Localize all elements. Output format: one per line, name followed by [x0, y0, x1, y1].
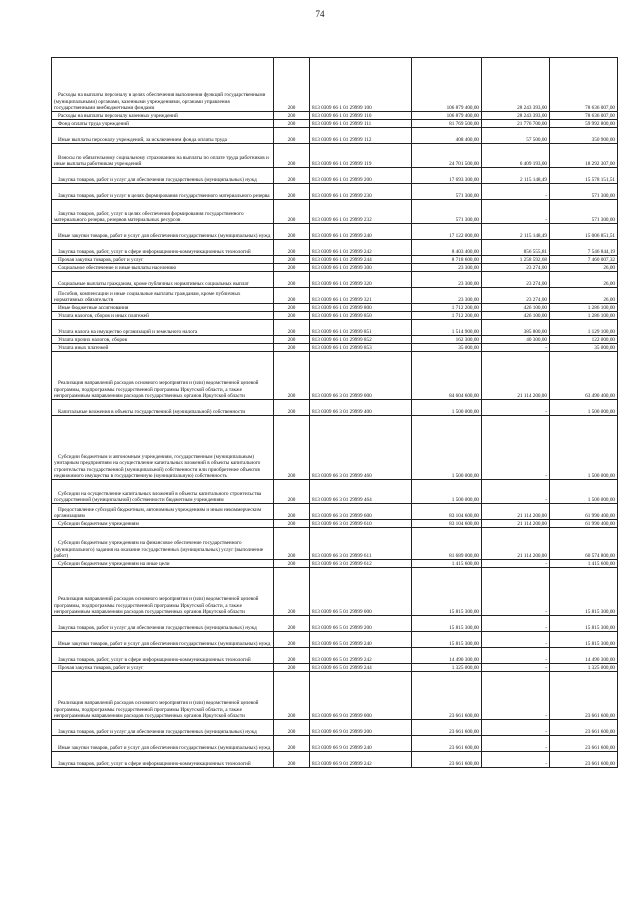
row-approved-amount: 23 661 600,00	[412, 720, 482, 736]
table-row	[52, 312, 618, 320]
row-approved-amount: 23 661 600,00	[412, 736, 482, 752]
row-approved-amount: 23 300,00	[412, 288, 482, 304]
table-row	[52, 664, 618, 672]
row-name: Расходы на выплаты персоналу казенных учреждений	[52, 112, 274, 120]
table-row	[52, 120, 618, 128]
table-row	[52, 416, 618, 480]
row-budget-code: 813 0309 66 3 01 29999 400	[310, 400, 412, 416]
table-row	[52, 304, 618, 312]
row-executed-amount: 21 114 200,00	[482, 520, 550, 528]
row-name: Субсидии на осуществление капитальных вложений в объекты капитального строительства государственной (муниципальной) собственности бюджетным учреждениям	[52, 480, 274, 504]
table-row	[52, 256, 618, 264]
row-budget-code: 813 0309 66 3 01 29999 600	[310, 504, 412, 520]
row-name: Закупка товаров, работ, услуг в целях обеспечения формирования государственного материального резерва, резервов материальных ресурсов	[52, 200, 274, 224]
row-remaining-amount: 23 661 600,00	[550, 752, 618, 768]
table-row	[52, 560, 618, 568]
row-executed-amount: 21 114 200,00	[482, 504, 550, 520]
row-line-code: 200	[274, 120, 310, 128]
table-row	[52, 264, 618, 272]
row-budget-code: 813 0309 66 1 01 29999 112	[310, 128, 412, 144]
row-remaining-amount: 15 006 851,51	[550, 224, 618, 240]
row-executed-amount: 6 409 193,00	[482, 144, 550, 168]
row-approved-amount: 1 514 900,00	[412, 320, 482, 336]
row-budget-code: 813 0309 66 1 01 29999 242	[310, 240, 412, 256]
row-approved-amount: 8 403 400,00	[412, 240, 482, 256]
row-line-code: 200	[274, 416, 310, 480]
row-approved-amount: 81 769 500,00	[412, 120, 482, 128]
row-budget-code: 813 0309 66 1 01 29999 321	[310, 288, 412, 304]
row-executed-amount: -	[482, 664, 550, 672]
row-executed-amount: -	[482, 200, 550, 224]
row-name: Расходы на выплаты персоналу в целях обеспечения выполнения функций государственными (муниципальными) органами, казенными учреждениями, органами управления государственными внебюджетными фондами	[52, 58, 274, 112]
row-approved-amount: 81 689 000,00	[412, 528, 482, 560]
row-executed-amount: -	[482, 560, 550, 568]
row-budget-code: 813 0309 66 1 01 29999 100	[310, 58, 412, 112]
table-row	[52, 144, 618, 168]
row-name: Фонд оплаты труда учреждений	[52, 120, 274, 128]
row-budget-code: 813 0309 66 1 01 29999 232	[310, 200, 412, 224]
row-remaining-amount: 571 300,00	[550, 200, 618, 224]
row-budget-code: 813 0309 66 1 01 29999 850	[310, 312, 412, 320]
row-remaining-amount: 15 815 300,00	[550, 568, 618, 616]
row-approved-amount: 23 300,00	[412, 264, 482, 272]
table-row	[52, 336, 618, 344]
row-executed-amount: -	[482, 736, 550, 752]
row-approved-amount: 17 693 300,00	[412, 168, 482, 184]
table-row	[52, 200, 618, 224]
row-approved-amount: 17 122 000,00	[412, 224, 482, 240]
row-name: Предоставление субсидий бюджетным, автономным учреждениям и иным некоммерческим организациям	[52, 504, 274, 520]
page-number: 74	[315, 9, 325, 19]
row-approved-amount: 1 325 000,00	[412, 664, 482, 672]
row-executed-amount: 1 258 592,68	[482, 256, 550, 264]
row-remaining-amount: 26,00	[550, 272, 618, 288]
row-remaining-amount: 63 490 400,00	[550, 352, 618, 400]
row-remaining-amount: 14 490 300,00	[550, 648, 618, 664]
row-line-code: 200	[274, 320, 310, 336]
row-name: Реализация направлений расходов основного мероприятия и (или) ведомственной целевой программы, подпрограммы государственной программы Иркутской области, а также непрограммным направлениям расходов государственных органов Иркутской области	[52, 672, 274, 720]
row-remaining-amount: 350 900,00	[550, 128, 618, 144]
row-approved-amount: 1 500 000,00	[412, 416, 482, 480]
row-approved-amount: 8 718 600,00	[412, 256, 482, 264]
row-approved-amount: 1 415 600,00	[412, 560, 482, 568]
row-executed-amount: -	[482, 480, 550, 504]
row-name: Закупка товаров, работ, услуг в сфере информационно-коммуникационных технологий	[52, 648, 274, 664]
row-budget-code: 813 0309 66 1 01 29999 320	[310, 272, 412, 288]
row-name: Иные бюджетные ассигнования	[52, 304, 274, 312]
row-line-code: 200	[274, 400, 310, 416]
row-executed-amount: 426 100,00	[482, 304, 550, 312]
row-executed-amount: 21 114 200,00	[482, 528, 550, 560]
row-remaining-amount: 1 325 000,00	[550, 664, 618, 672]
row-approved-amount: 15 815 300,00	[412, 616, 482, 632]
table-row	[52, 648, 618, 664]
table-row	[52, 720, 618, 736]
row-line-code: 200	[274, 352, 310, 400]
table-row	[52, 344, 618, 352]
row-executed-amount: -	[482, 672, 550, 720]
row-executed-amount: 856 555,81	[482, 240, 550, 256]
row-executed-amount: -	[482, 752, 550, 768]
row-line-code: 200	[274, 168, 310, 184]
row-remaining-amount: 60 574 800,00	[550, 528, 618, 560]
table-row	[52, 736, 618, 752]
row-approved-amount: 162 300,00	[412, 336, 482, 344]
row-name: Уплата налога на имущество организаций и земельного налога	[52, 320, 274, 336]
row-line-code: 200	[274, 128, 310, 144]
row-line-code: 200	[274, 560, 310, 568]
row-name: Прочая закупка товаров, работ и услуг	[52, 664, 274, 672]
row-approved-amount: 1 500 000,00	[412, 480, 482, 504]
row-remaining-amount: 7 546 844,19	[550, 240, 618, 256]
row-line-code: 200	[274, 184, 310, 200]
row-executed-amount: -	[482, 184, 550, 200]
row-budget-code: 813 0309 66 1 01 29999 852	[310, 336, 412, 344]
row-line-code: 200	[274, 504, 310, 520]
row-approved-amount: 408 400,00	[412, 128, 482, 144]
row-line-code: 200	[274, 672, 310, 720]
row-line-code: 200	[274, 144, 310, 168]
row-remaining-amount: 15 815 300,00	[550, 632, 618, 648]
row-remaining-amount: 18 292 307,00	[550, 144, 618, 168]
row-line-code: 200	[274, 736, 310, 752]
row-remaining-amount: 61 990 400,00	[550, 520, 618, 528]
row-approved-amount: 571 300,00	[412, 184, 482, 200]
row-line-code: 200	[274, 264, 310, 272]
row-budget-code: 813 0309 66 5 01 29999 240	[310, 632, 412, 648]
row-approved-amount: 106 879 400,00	[412, 112, 482, 120]
row-line-code: 200	[274, 312, 310, 320]
row-line-code: 200	[274, 616, 310, 632]
row-remaining-amount: 23 661 600,00	[550, 720, 618, 736]
row-executed-amount: -	[482, 568, 550, 616]
row-approved-amount: 23 661 600,00	[412, 672, 482, 720]
row-remaining-amount: 26,00	[550, 264, 618, 272]
table-row	[52, 520, 618, 528]
row-line-code: 200	[274, 336, 310, 344]
row-line-code: 200	[274, 224, 310, 240]
row-budget-code: 813 0309 66 1 01 29999 244	[310, 256, 412, 264]
row-line-code: 200	[274, 58, 310, 112]
row-name: Социальное обеспечение и иные выплаты населению	[52, 264, 274, 272]
row-remaining-amount: 23 661 600,00	[550, 672, 618, 720]
row-executed-amount: 28 243 393,00	[482, 112, 550, 120]
row-remaining-amount: 1 286 100,00	[550, 312, 618, 320]
row-remaining-amount: 23 661 600,00	[550, 736, 618, 752]
row-budget-code: 813 0309 66 1 01 29999 240	[310, 224, 412, 240]
row-budget-code: 813 0309 66 9 01 29999 240	[310, 736, 412, 752]
row-line-code: 200	[274, 568, 310, 616]
row-executed-amount: -	[482, 416, 550, 480]
row-remaining-amount: 1 500 000,00	[550, 480, 618, 504]
row-budget-code: 813 0309 66 9 01 29999 200	[310, 720, 412, 736]
table-row	[52, 224, 618, 240]
table-row	[52, 58, 618, 112]
row-remaining-amount: 1 415 600,00	[550, 560, 618, 568]
row-name: Реализация направлений расходов основного мероприятия и (или) ведомственной целевой программы, подпрограммы государственной программы Иркутской области, а также непрограммным направлениям расходов государственных органов Иркутской области	[52, 568, 274, 616]
table-row	[52, 480, 618, 504]
table-row	[52, 568, 618, 616]
row-remaining-amount: 1 286 100,00	[550, 304, 618, 312]
table-row	[52, 240, 618, 256]
row-line-code: 200	[274, 288, 310, 304]
row-remaining-amount: 78 636 007,00	[550, 112, 618, 120]
row-name: Субсидии бюджетным и автономным учреждениям, государственным (муниципальным) унитарным предприятиям на осуществление капитальных вложений в объекты капитального строительства государственной (муниципальной) собственности или приобретение объектов недвижимого имущества в государственную (муниципальную) собственность	[52, 416, 274, 480]
row-budget-code: 813 0309 66 1 01 29999 111	[310, 120, 412, 128]
table-row	[52, 352, 618, 400]
row-name: Закупка товаров, работ и услуг в целях формирования государственного материального резерва	[52, 184, 274, 200]
table-row	[52, 128, 618, 144]
row-executed-amount: -	[482, 648, 550, 664]
row-name: Субсидии бюджетным учреждениям	[52, 520, 274, 528]
row-approved-amount: 1 712 200,00	[412, 312, 482, 320]
row-approved-amount: 23 661 600,00	[412, 752, 482, 768]
table-row	[52, 272, 618, 288]
row-approved-amount: 1 712 200,00	[412, 304, 482, 312]
row-remaining-amount: 15 815 300,00	[550, 616, 618, 632]
row-line-code: 200	[274, 720, 310, 736]
row-remaining-amount: 1 500 000,00	[550, 400, 618, 416]
row-line-code: 200	[274, 648, 310, 664]
row-approved-amount: 83 104 600,00	[412, 504, 482, 520]
row-remaining-amount: 1 129 100,00	[550, 320, 618, 336]
row-executed-amount: -	[482, 344, 550, 352]
row-remaining-amount: 15 578 151,51	[550, 168, 618, 184]
row-approved-amount: 35 000,00	[412, 344, 482, 352]
row-name: Пособия, компенсации и иные социальные выплаты гражданам, кроме публичных нормативных обязательств	[52, 288, 274, 304]
row-line-code: 200	[274, 304, 310, 312]
row-executed-amount: 21 114 200,00	[482, 352, 550, 400]
row-budget-code: 813 0309 66 1 01 29999 853	[310, 344, 412, 352]
row-line-code: 200	[274, 520, 310, 528]
row-name: Иные закупки товаров, работ и услуг для обеспечения государственных (муниципальных) нужд	[52, 224, 274, 240]
row-executed-amount: 2 115 148,49	[482, 224, 550, 240]
row-line-code: 200	[274, 200, 310, 224]
row-name: Субсидии бюджетным учреждениям на финансовое обеспечение государственного (муниципального) задания на оказание государственных (муниципальных) услуг (выполнение работ)	[52, 528, 274, 560]
row-name: Иные выплаты персоналу учреждений, за исключением фонда оплаты труда	[52, 128, 274, 144]
row-remaining-amount: 1 500 000,00	[550, 416, 618, 480]
row-approved-amount: 83 104 600,00	[412, 520, 482, 528]
row-budget-code: 813 0309 66 3 01 29999 612	[310, 560, 412, 568]
row-line-code: 200	[274, 752, 310, 768]
row-approved-amount: 571 300,00	[412, 200, 482, 224]
row-name: Капитальные вложения в объекты государственной (муниципальной) собственности	[52, 400, 274, 416]
row-line-code: 200	[274, 632, 310, 648]
row-name: Закупка товаров, работ, услуг в сфере информационно-коммуникационных технологий	[52, 240, 274, 256]
row-executed-amount: 28 243 393,00	[482, 58, 550, 112]
row-line-code: 200	[274, 528, 310, 560]
row-remaining-amount: 78 636 007,00	[550, 58, 618, 112]
row-name: Взносы по обязательному социальному страхованию на выплаты по оплате труда работников и иные выплаты работникам учреждений	[52, 144, 274, 168]
row-budget-code: 813 0309 66 5 01 29999 242	[310, 648, 412, 664]
row-name: Закупка товаров, работ и услуг для обеспечения государственных (муниципальных) нужд	[52, 720, 274, 736]
table-row	[52, 320, 618, 336]
row-name: Реализация направлений расходов основного мероприятия и (или) ведомственной целевой программы, подпрограммы государственной программы Иркутской области, а также непрограммным направлениям расходов государственных органов Иркутской области	[52, 352, 274, 400]
table-row	[52, 184, 618, 200]
budget-table-body	[52, 58, 618, 768]
row-name: Закупка товаров, работ, услуг в сфере информационно-коммуникационных технологий	[52, 752, 274, 768]
row-executed-amount: -	[482, 616, 550, 632]
row-remaining-amount: 35 000,00	[550, 344, 618, 352]
row-approved-amount: 14 490 300,00	[412, 648, 482, 664]
table-row	[52, 672, 618, 720]
row-name: Субсидии бюджетным учреждениям на иные цели	[52, 560, 274, 568]
row-executed-amount: 23 274,00	[482, 288, 550, 304]
row-budget-code: 813 0309 66 5 01 29999 244	[310, 664, 412, 672]
row-name: Закупка товаров, работ и услуг для обеспечения государственных (муниципальных) нужд	[52, 616, 274, 632]
row-budget-code: 813 0309 66 3 01 29999 464	[310, 480, 412, 504]
row-line-code: 200	[274, 664, 310, 672]
row-approved-amount: 1 500 000,00	[412, 400, 482, 416]
table-row	[52, 504, 618, 520]
row-name: Социальные выплаты гражданам, кроме публичных нормативных социальных выплат	[52, 272, 274, 288]
row-line-code: 200	[274, 256, 310, 264]
row-name: Уплата прочих налогов, сборов	[52, 336, 274, 344]
row-budget-code: 813 0309 66 1 01 29999 300	[310, 264, 412, 272]
row-line-code: 200	[274, 240, 310, 256]
row-remaining-amount: 61 990 400,00	[550, 504, 618, 520]
row-approved-amount: 23 300,00	[412, 272, 482, 288]
table-row	[52, 528, 618, 560]
table-row	[52, 616, 618, 632]
row-executed-amount: 385 800,00	[482, 320, 550, 336]
row-executed-amount: 23 274,00	[482, 264, 550, 272]
row-line-code: 200	[274, 480, 310, 504]
row-approved-amount: 24 701 500,00	[412, 144, 482, 168]
row-executed-amount: -	[482, 632, 550, 648]
row-name: Прочая закупка товаров, работ и услуг	[52, 256, 274, 264]
row-executed-amount: -	[482, 400, 550, 416]
table-row	[52, 752, 618, 768]
row-budget-code: 813 0309 66 1 01 29999 119	[310, 144, 412, 168]
row-budget-code: 813 0309 66 3 01 29999 000	[310, 352, 412, 400]
row-approved-amount: 106 879 400,00	[412, 58, 482, 112]
row-name: Уплата иных платежей	[52, 344, 274, 352]
row-approved-amount: 15 815 300,00	[412, 568, 482, 616]
row-budget-code: 813 0309 66 9 01 29999 000	[310, 672, 412, 720]
table-row	[52, 288, 618, 304]
row-line-code: 200	[274, 272, 310, 288]
row-executed-amount: 23 274,00	[482, 272, 550, 288]
table-row	[52, 632, 618, 648]
row-name: Уплата налогов, сборов и иных платежей	[52, 312, 274, 320]
row-executed-amount: 57 500,00	[482, 128, 550, 144]
row-budget-code: 813 0309 66 1 01 29999 800	[310, 304, 412, 312]
table-row	[52, 400, 618, 416]
row-name: Иные закупки товаров, работ и услуг для обеспечения государственных (муниципальных) нужд	[52, 632, 274, 648]
row-budget-code: 813 0309 66 1 01 29999 230	[310, 184, 412, 200]
row-executed-amount: 40 300,00	[482, 336, 550, 344]
table-row	[52, 168, 618, 184]
row-executed-amount: 2 115 148,49	[482, 168, 550, 184]
row-approved-amount: 84 604 600,00	[412, 352, 482, 400]
row-approved-amount: 15 815 300,00	[412, 632, 482, 648]
row-line-code: 200	[274, 112, 310, 120]
row-executed-amount: 426 100,00	[482, 312, 550, 320]
row-remaining-amount: 59 992 800,00	[550, 120, 618, 128]
row-budget-code: 813 0309 66 1 01 29999 200	[310, 168, 412, 184]
row-executed-amount: -	[482, 720, 550, 736]
table-row	[52, 112, 618, 120]
row-budget-code: 813 0309 66 5 01 29999 200	[310, 616, 412, 632]
row-budget-code: 813 0309 66 3 01 29999 460	[310, 416, 412, 480]
row-executed-amount: 21 776 700,00	[482, 120, 550, 128]
row-budget-code: 813 0309 66 9 01 29999 242	[310, 752, 412, 768]
row-remaining-amount: 7 460 007,32	[550, 256, 618, 264]
budget-table	[51, 57, 618, 768]
row-name: Закупка товаров, работ и услуг для обеспечения государственных (муниципальных) нужд	[52, 168, 274, 184]
row-remaining-amount: 122 000,00	[550, 336, 618, 344]
row-budget-code: 813 0309 66 1 01 29999 110	[310, 112, 412, 120]
row-budget-code: 813 0309 66 5 01 29999 000	[310, 568, 412, 616]
row-budget-code: 813 0309 66 3 01 29999 610	[310, 520, 412, 528]
row-remaining-amount: 26,00	[550, 288, 618, 304]
row-line-code: 200	[274, 344, 310, 352]
row-budget-code: 813 0309 66 1 01 29999 851	[310, 320, 412, 336]
row-name: Иные закупки товаров, работ и услуг для обеспечения государственных (муниципальных) нужд	[52, 736, 274, 752]
row-budget-code: 813 0309 66 3 01 29999 611	[310, 528, 412, 560]
row-remaining-amount: 571 300,00	[550, 184, 618, 200]
